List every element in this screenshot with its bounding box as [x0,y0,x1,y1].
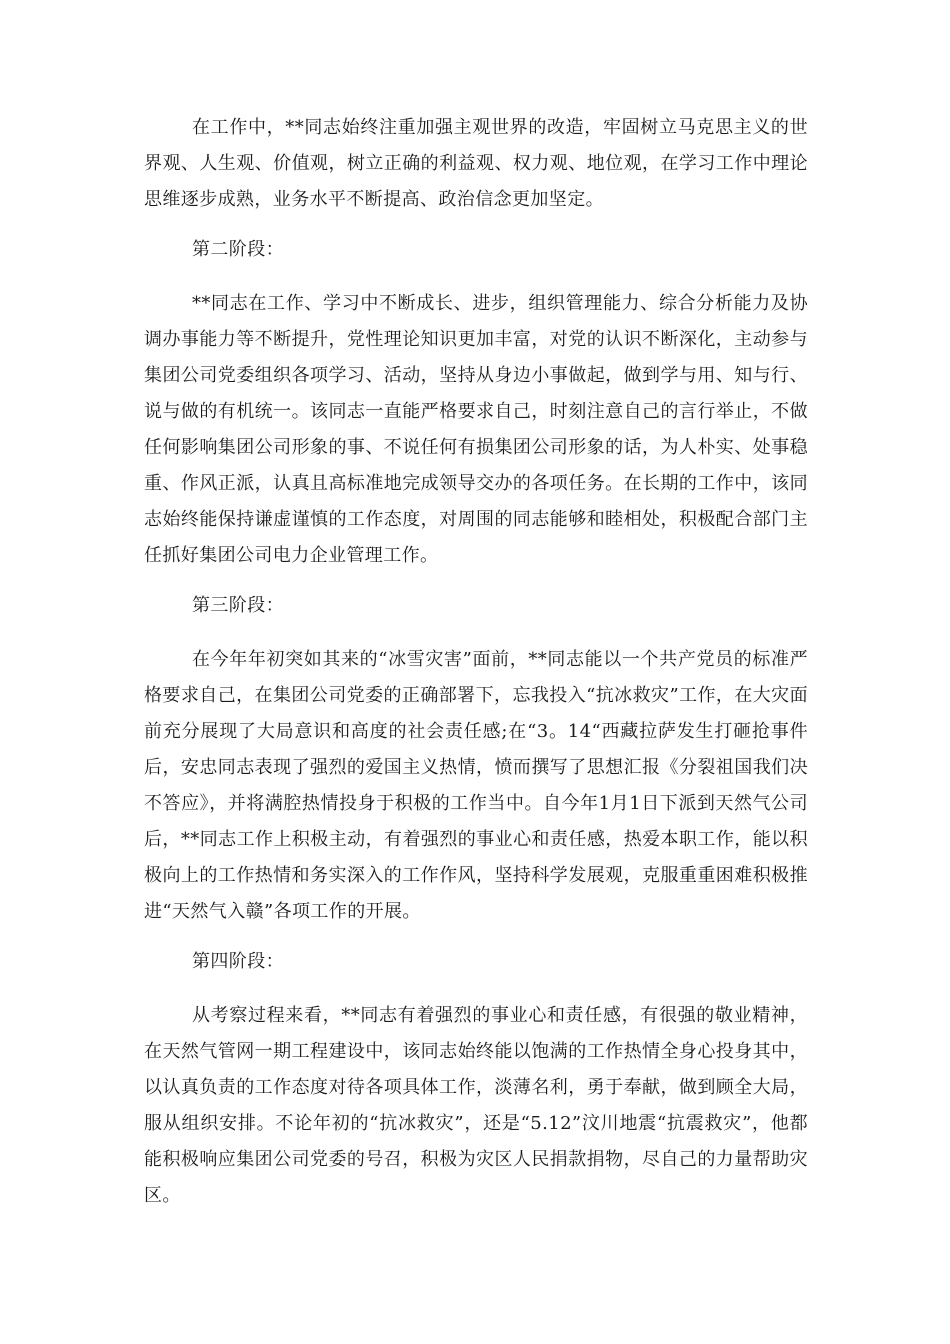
heading-stage-three: 第三阶段： [192,595,284,616]
heading-stage-four: 第四阶段： [192,951,284,972]
paragraph-stage-three: 在今年年初突如其来的“冰雪灾害”面前，**同志能以一个共产党员的标准严格要求自己，在集团公司党委的正确部署下，忘我投入“抗冰救灾”工作，在大灾面前充分展现了大局意识和高度的社会责任感;在“3。14“西藏拉萨发生打砸抢事件后，安忠同志表现了强烈的爱国主义热情，愤而撰写了思想汇报《分裂祖国我们决不答应》，并将满腔热情投身于积极的工作当中。自今年1月1日下派到天然气公司后，**同志工作上积极主动，有着强烈的事业心和责任感，热爱本职工作，能以积极向上的工作热情和务实深入的工作作风，坚持科学发展观，克服重重困难积极推进“天然气入赣”各项工作的开展。 [144,649,808,922]
document-body [144,110,808,1214]
paragraph-stage-one-summary: 在工作中，**同志始终注重加强主观世界的改造，牢固树立马克思主义的世界观、人生观、价值观，树立正确的利益观、权力观、地位观，在学习工作中理论思维逐步成熟，业务水平不断提高、政治信念更加坚定。 [144,117,808,210]
paragraph-stage-four: 从考察过程来看，**同志有着强烈的事业心和责任感，有很强的敬业精神，在天然气管网一期工程建设中，该同志始终能以饱满的工作热情全身心投身其中，以认真负责的工作态度对待各项具体工作，淡薄名利，勇于奉献，做到顾全大局，服从组织安排。不论年初的“抗冰救灾”，还是“5.12”汶川地震“抗震救灾”，他都能积极响应集团公司党委的号召，积极为灾区人民捐款捐物，尽自己的力量帮助灾区。 [144,1005,808,1206]
paragraph-stage-two: **同志在工作、学习中不断成长、进步，组织管理能力、综合分析能力及协调办事能力等不断提升，党性理论知识更加丰富，对党的认识不断深化，主动参与集团公司党委组织各项学习、活动，坚持从身边小事做起，做到学与用、知与行、说与做的有机统一。该同志一直能严格要求自己，时刻注意自己的言行举止，不做任何影响集团公司形象的事、不说任何有损集团公司形象的话，为人朴实、处事稳重、作风正派，认真且高标准地完成领导交办的各项任务。在长期的工作中，该同志始终能保持谦虚谨慎的工作态度，对周围的同志能够和睦相处，积极配合部门主任抓好集团公司电力企业管理工作。 [144,293,808,566]
heading-stage-two: 第二阶段： [192,239,284,260]
